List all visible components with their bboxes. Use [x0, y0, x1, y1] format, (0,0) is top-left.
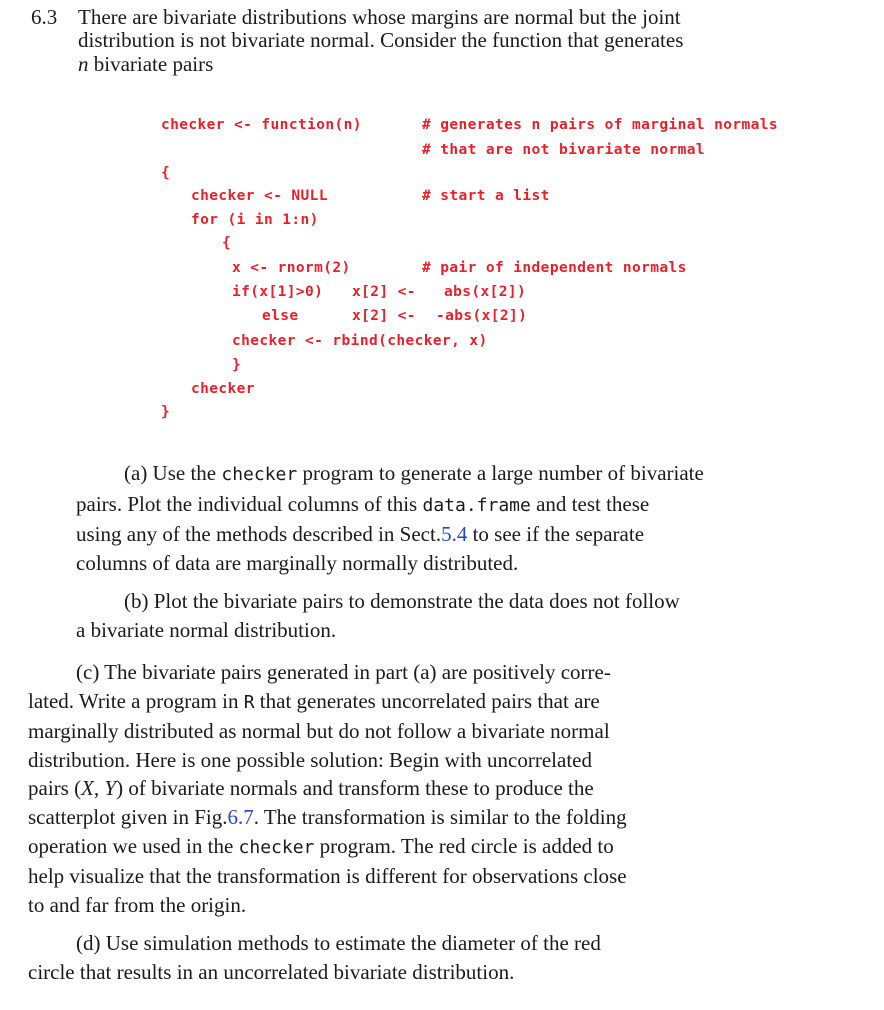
math-y: Y: [104, 776, 117, 801]
part-c-line-8: help visualize that the transformation is different for observations close: [28, 864, 627, 889]
part-c-line-9: to and far from the origin.: [28, 892, 247, 917]
part-a-paragraph: [76, 459, 826, 577]
code-line-function: checker <- function(n): [161, 117, 362, 133]
intro-line-3-text: bivariate pairs: [88, 52, 214, 76]
intro-variable-n: n: [78, 52, 89, 76]
section-link[interactable]: 5.4: [441, 522, 468, 547]
part-a-line-1: [76, 459, 826, 490]
code-line-close-brace: }: [161, 404, 171, 420]
figure-link[interactable]: 6.7: [227, 804, 254, 829]
part-d-paragraph: [28, 929, 778, 986]
text: pairs. Plot the individual columns of this: [76, 491, 423, 516]
code-line-for-close-brace: }: [232, 357, 242, 373]
text: . The transformation is similar to the folding: [253, 804, 627, 829]
part-a-line-2: [76, 490, 826, 521]
problem-intro-line-1: There are bivariate distributions whose margins are normal but the joint: [78, 5, 681, 29]
part-d-line-1: (d) Use simulation methods to estimate the diameter of the red: [76, 931, 601, 955]
code-comment-not-bivariate: # that are not bivariate normal: [422, 142, 706, 158]
part-a-line-3: [76, 520, 826, 549]
part-b-line-1: (b) Plot the bivariate pairs to demonstrate the data does not follow: [124, 589, 680, 613]
text: program to generate a large number of bivariate: [297, 461, 704, 485]
part-c-line-1: (c) The bivariate pairs generated in part (a) are positively corre-: [76, 660, 611, 684]
code-r: R: [243, 691, 255, 713]
text: ) of bivariate normals and transform these to produce the: [116, 776, 594, 801]
part-a-line-4: columns of data are marginally normally distributed.: [76, 550, 519, 575]
text: operation we used in the: [28, 833, 239, 858]
code-line-if: if(x[1]>0): [232, 284, 324, 300]
problem-intro-line-3: [78, 53, 213, 76]
code-line-for-open-brace: {: [222, 235, 232, 251]
problem-intro-line-2: distribution is not bivariate normal. Consider the function that generates: [78, 28, 684, 52]
code-data-frame: data.frame: [422, 494, 531, 516]
code-comment-start-list: # start a list: [422, 188, 550, 204]
code-checker: checker: [238, 836, 315, 858]
math-x: X: [81, 776, 94, 801]
code-line-return: checker: [191, 381, 255, 397]
code-line-if-abs: abs(x[2]): [444, 284, 527, 300]
part-c-line-3: marginally distributed as normal but do not follow a bivariate normal: [28, 719, 610, 744]
text: and test these: [530, 491, 650, 516]
text: to see if the separate: [467, 522, 645, 547]
problem-number: 6.3: [31, 5, 58, 29]
part-c-line-7: [28, 832, 778, 863]
part-c-line-2: [28, 687, 778, 718]
part-c-line-6: [28, 803, 778, 832]
code-comment-pair: # pair of independent normals: [422, 260, 687, 276]
text: pairs (: [28, 776, 82, 801]
code-line-rnorm: x <- rnorm(2): [232, 260, 351, 276]
code-line-if-assign: x[2] <-: [352, 284, 416, 300]
text: ,: [93, 776, 105, 801]
code-line-open-brace: {: [161, 165, 171, 181]
part-c-paragraph: [28, 658, 778, 919]
code-line-for: for (i in 1:n): [191, 212, 319, 228]
part-c-line-5: [28, 774, 778, 803]
part-c-line-4: distribution. Here is one possible solution: Begin with uncorrelated: [28, 747, 592, 772]
code-line-rbind: checker <- rbind(checker, x): [232, 333, 488, 349]
text: lated. Write a program in: [28, 688, 244, 713]
code-line-else-assign: x[2] <-: [352, 308, 416, 324]
part-b-paragraph: [76, 587, 826, 644]
part-d-line-2: circle that results in an uncorrelated bivariate distribution.: [28, 959, 515, 984]
text: scatterplot given in Fig.: [28, 804, 228, 829]
code-comment-generates: # generates n pairs of marginal normals: [422, 117, 779, 133]
code-line-else: else: [262, 308, 299, 324]
code-line-else-abs: -abs(x[2]): [436, 308, 528, 324]
code-line-checker-null: checker <- NULL: [191, 188, 328, 204]
code-checker: checker: [221, 464, 298, 485]
text: (a) Use the: [124, 461, 222, 485]
part-b-line-2: a bivariate normal distribution.: [76, 617, 337, 642]
text: using any of the methods described in Sect.: [76, 522, 442, 547]
text: that generates uncorrelated pairs that are: [254, 688, 600, 713]
text: program. The red circle is added to: [314, 833, 614, 858]
